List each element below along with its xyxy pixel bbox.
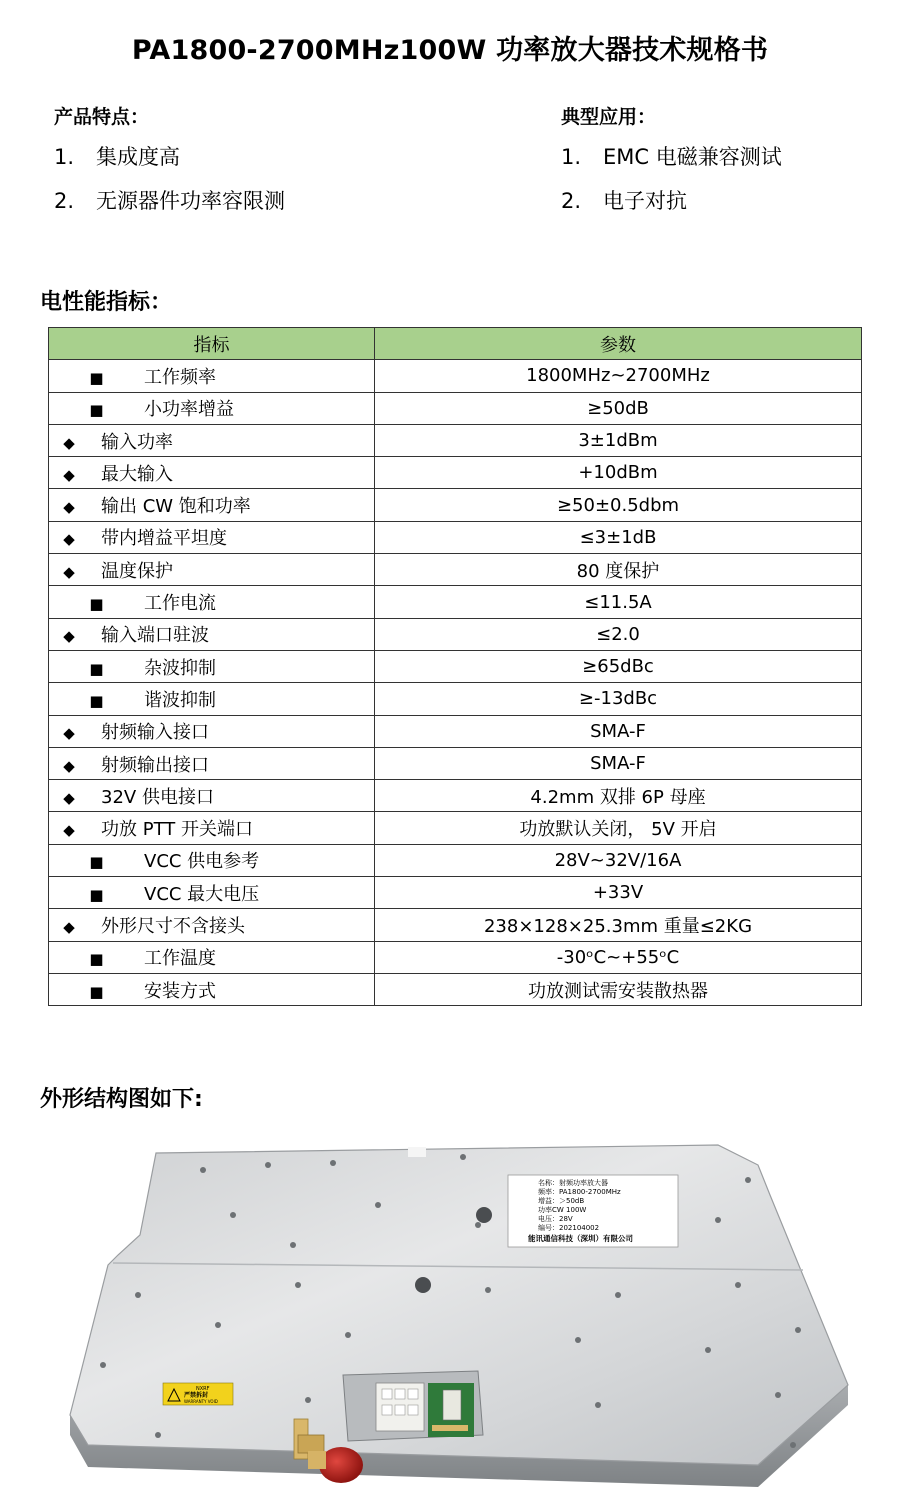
diamond-bullet-icon: ◆ [63,788,75,807]
warranty-sticker [163,1383,233,1405]
indicator-cell [49,554,375,586]
table-row [49,457,862,489]
indicator-label: 工作温度 [144,948,216,970]
parameter-value: SMA-F [375,715,862,747]
indicator-label: 工作频率 [144,366,216,388]
label-line: 编号：202104002 [538,1224,600,1232]
indicator-cell [49,521,375,553]
parameter-value: 1800MHz~2700MHz [375,360,862,392]
indicator-label: 输入功率 [101,431,173,453]
indicator-label: 安装方式 [144,980,216,1002]
parameter-value: 4.2mm 双排 6P 母座 [375,780,862,812]
feature-item: 1. 集成度高 [54,145,180,169]
diamond-bullet-icon: ◆ [63,433,75,452]
indicator-label: VCC 最大电压 [144,883,260,905]
structure-section-title: 外形结构图如下: [40,1087,203,1112]
table-header-row [49,328,862,360]
table-row [49,618,862,650]
document-title: PA1800-2700MHz100W 功率放大器技术规格书 [131,35,769,66]
application-item: 2. 电子对抗 [561,189,687,213]
indicator-label: VCC 供电参考 [144,851,260,873]
product-photo [58,1135,858,1499]
indicator-label: 输入端口驻波 [101,625,209,647]
parameter-value: -30ᵒC~+55ᵒC [375,941,862,973]
diamond-bullet-icon: ◆ [63,821,75,840]
indicator-label: 工作电流 [144,593,216,615]
parameter-value: 80 度保护 [375,554,862,586]
parameter-value: 3±1dBm [375,424,862,456]
parameter-value: 功放测试需安装散热器 [375,973,862,1005]
table-row [49,650,862,682]
feature-item: 2. 无源器件功率容限测 [54,189,285,213]
label-line: 功率CW 100W [538,1206,587,1214]
indicator-cell [49,650,375,682]
indicator-cell [49,812,375,844]
parameter-value: ≤11.5A [375,586,862,618]
indicator-cell [49,683,375,715]
table-row [49,424,862,456]
indicator-cell [49,586,375,618]
table-row [49,489,862,521]
applications-title: 典型应用： [561,106,657,128]
table-row [49,909,862,941]
diamond-bullet-icon: ◆ [63,498,75,517]
label-line: 电压：28V [538,1215,573,1223]
sticker-line: WARRANTY VOID [184,1399,218,1404]
features-title: 产品特点： [54,106,150,128]
square-bullet-icon: ■ [89,885,104,904]
label-line: 能讯通信科技（深圳）有限公司 [528,1234,633,1243]
indicator-label: 32V 供电接口 [101,786,214,808]
product-label [508,1175,678,1247]
diamond-bullet-icon: ◆ [63,465,75,484]
diamond-bullet-icon: ◆ [63,724,75,743]
sticker-line: NXRF [196,1386,210,1392]
parameter-value: 28V~32V/16A [375,844,862,876]
indicator-label: 功放 PTT 开关端口 [101,819,253,841]
parameter-value: ≥-13dBc [375,683,862,715]
table-row [49,780,862,812]
table-row [49,844,862,876]
square-bullet-icon: ■ [89,368,104,387]
parameter-value: ≥50±0.5dbm [375,489,862,521]
parameter-value: 238×128×25.3mm 重量≤2KG [375,909,862,941]
indicator-cell [49,747,375,779]
indicator-cell [49,877,375,909]
parameter-value: 功放默认关闭， 5V 开启 [375,812,862,844]
diamond-bullet-icon: ◆ [63,530,75,549]
table-row [49,521,862,553]
header-indicator: 指标 [49,328,375,360]
indicator-cell [49,844,375,876]
parameter-value: ≥50dB [375,392,862,424]
indicator-cell [49,973,375,1005]
power-connector [343,1371,483,1441]
parameter-value: ≥65dBc [375,650,862,682]
table-row [49,392,862,424]
square-bullet-icon: ■ [89,982,104,1001]
table-row [49,941,862,973]
table-row [49,554,862,586]
spec-table [48,327,862,1006]
indicator-cell [49,941,375,973]
indicator-label: 输出 CW 饱和功率 [101,496,251,518]
indicator-cell [49,360,375,392]
indicator-cell [49,780,375,812]
indicator-cell [49,489,375,521]
diamond-bullet-icon: ◆ [63,562,75,581]
square-bullet-icon: ■ [89,401,104,420]
table-row [49,812,862,844]
header-parameter: 参数 [375,328,862,360]
square-bullet-icon: ■ [89,853,104,872]
spec-section-title: 电性能指标： [40,290,173,315]
diamond-bullet-icon: ◆ [63,756,75,775]
square-bullet-icon: ■ [89,659,104,678]
table-row [49,877,862,909]
indicator-cell [49,715,375,747]
table-row [49,586,862,618]
indicator-label: 杂波抑制 [144,657,216,679]
parameter-value: SMA-F [375,747,862,779]
label-line: 频率：PA1800-2700MHz [538,1188,621,1196]
parameter-value: +33V [375,877,862,909]
indicator-cell [49,618,375,650]
diamond-bullet-icon: ◆ [63,627,75,646]
application-item: 1. EMC 电磁兼容测试 [561,145,782,169]
label-line: 增益：＞50dB [538,1197,585,1205]
indicator-cell [49,909,375,941]
indicator-label: 最大输入 [101,463,173,485]
table-row [49,683,862,715]
indicator-label: 射频输出接口 [101,754,209,776]
square-bullet-icon: ■ [89,595,104,614]
indicator-label: 谐波抑制 [144,689,216,711]
indicator-label: 小功率增益 [144,399,234,421]
indicator-label: 温度保护 [101,560,173,582]
indicator-cell [49,392,375,424]
indicator-cell [49,457,375,489]
indicator-label: 外形尺寸不含接头 [101,915,245,937]
square-bullet-icon: ■ [89,950,104,969]
table-row [49,715,862,747]
sticker-line: 严禁拆封 [184,1392,209,1399]
features-list [54,140,285,228]
label-line: 名称：射频功率放大器 [538,1179,608,1187]
indicator-cell [49,424,375,456]
square-bullet-icon: ■ [89,691,104,710]
diamond-bullet-icon: ◆ [63,917,75,936]
indicator-label: 射频输入接口 [101,722,209,744]
table-row [49,747,862,779]
parameter-value: +10dBm [375,457,862,489]
parameter-value: ≤2.0 [375,618,862,650]
table-row [49,360,862,392]
applications-list [561,140,782,228]
table-row [49,973,862,1005]
indicator-label: 带内增益平坦度 [101,528,227,550]
parameter-value: ≤3±1dB [375,521,862,553]
